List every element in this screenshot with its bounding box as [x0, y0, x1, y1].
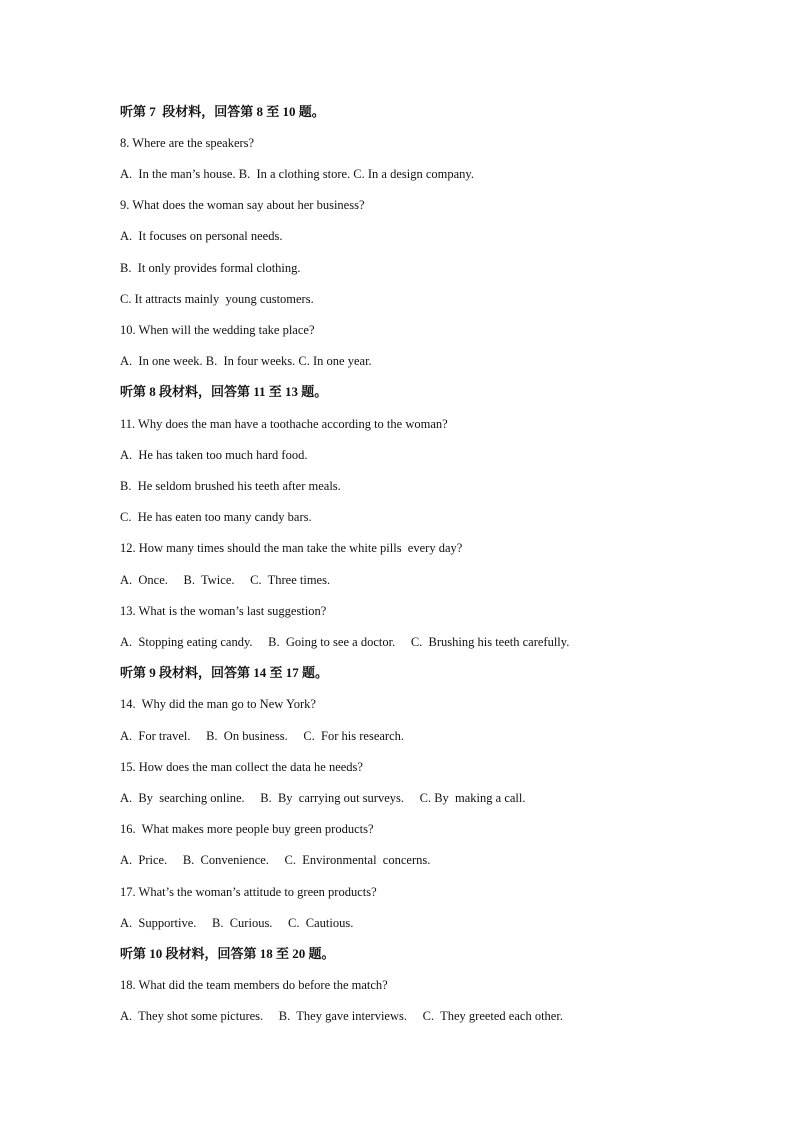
- option-text: B. It only provides formal clothing.: [120, 261, 301, 275]
- option-text: A. In one week. B. In four weeks. C. In one year.: [120, 354, 372, 368]
- section-heading: 听第 9 段材料，回答第 14 至 17 题。: [120, 665, 329, 680]
- question-text: 13. What is the woman’s last suggestion?: [120, 604, 327, 618]
- option-text: A. Price. B. Convenience. C. Environmental concerns.: [120, 853, 431, 867]
- option-text: A. In the man’s house. B. In a clothing store. C. In a design company.: [120, 167, 474, 181]
- question-text: 10. When will the wedding take place?: [120, 323, 315, 337]
- question-text: 12. How many times should the man take the white pills every day?: [120, 541, 463, 555]
- question-text: 11. Why does the man have a toothache according to the woman?: [120, 417, 448, 431]
- option-text: A. By searching online. B. By carrying out surveys. C. By making a call.: [120, 791, 526, 805]
- option-text: C. It attracts mainly young customers.: [120, 292, 314, 306]
- option-text: A. He has taken too much hard food.: [120, 448, 308, 462]
- option-text: B. He seldom brushed his teeth after meals.: [120, 479, 341, 493]
- section-heading: 听第 8 段材料，回答第 11 至 13 题。: [120, 384, 328, 399]
- section-heading: 听第 7 段材料，回答第 8 至 10 题。: [120, 104, 325, 119]
- option-text: A. Stopping eating candy. B. Going to see a doctor. C. Brushing his teeth carefully.: [120, 635, 570, 649]
- option-text: A. For travel. B. On business. C. For his research.: [120, 729, 404, 743]
- question-text: 17. What’s the woman’s attitude to green products?: [120, 885, 377, 899]
- option-text: A. Supportive. B. Curious. C. Cautious.: [120, 916, 354, 930]
- option-text: A. Once. B. Twice. C. Three times.: [120, 573, 331, 587]
- question-text: 18. What did the team members do before the match?: [120, 978, 388, 992]
- question-text: 8. Where are the speakers?: [120, 136, 255, 150]
- question-text: 15. How does the man collect the data he needs?: [120, 760, 363, 774]
- question-text: 9. What does the woman say about her business?: [120, 198, 365, 212]
- section-heading: 听第 10 段材料，回答第 18 至 20 题。: [120, 946, 335, 961]
- option-text: A. They shot some pictures. B. They gave interviews. C. They greeted each other.: [120, 1009, 563, 1023]
- option-text: A. It focuses on personal needs.: [120, 229, 283, 243]
- question-text: 14. Why did the man go to New York?: [120, 697, 316, 711]
- question-text: 16. What makes more people buy green products?: [120, 822, 374, 836]
- option-text: C. He has eaten too many candy bars.: [120, 510, 312, 524]
